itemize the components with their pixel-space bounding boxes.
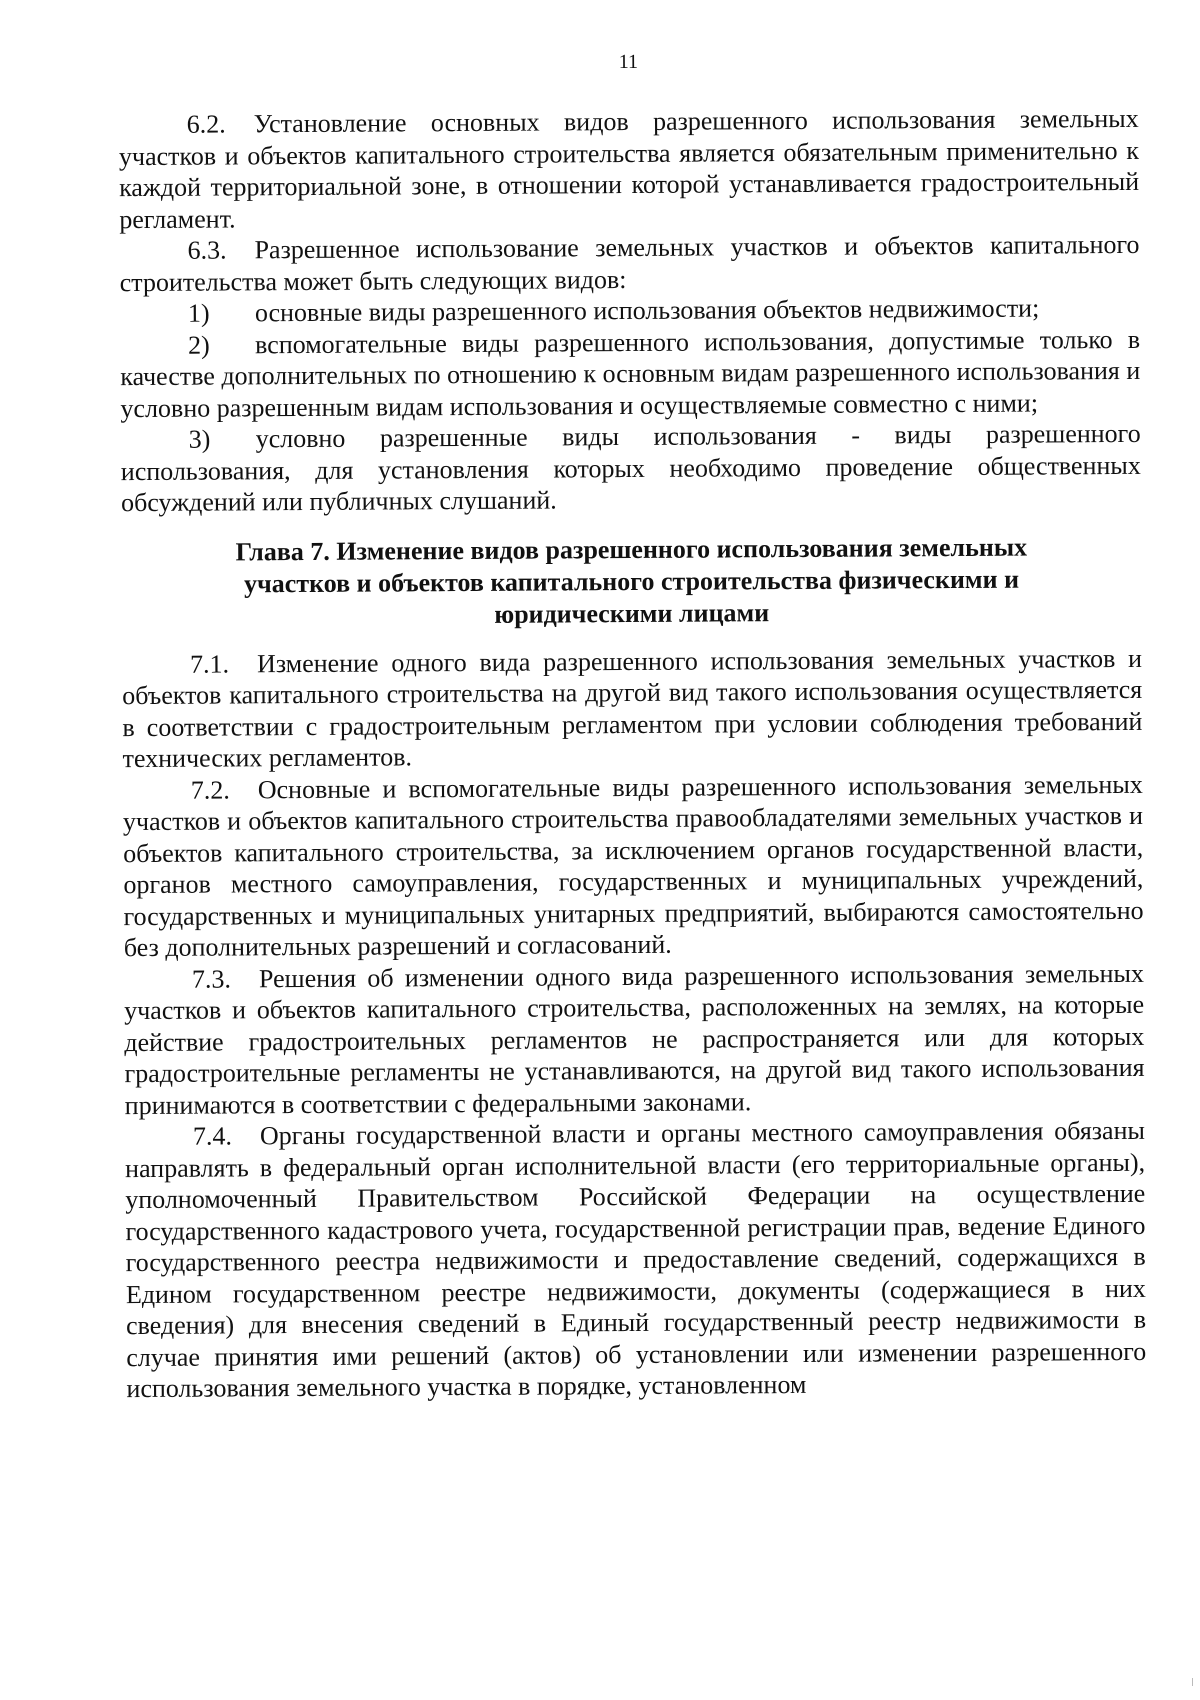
paragraph-text: Разрешенное использование земельных участков и объектов капитального строительства может быть следующих видов: xyxy=(119,229,1140,297)
paragraph-number: 6.2. xyxy=(186,109,226,139)
paragraph-7-2 xyxy=(123,768,1144,963)
paragraph-7-4 xyxy=(125,1115,1147,1405)
list-number: 1) xyxy=(187,298,210,328)
paragraph-number: 7.4. xyxy=(192,1121,233,1151)
list-number: 2) xyxy=(188,330,210,360)
paragraph-6-2 xyxy=(119,103,1140,235)
paragraph-number: 7.2. xyxy=(190,774,230,805)
scan-mark xyxy=(1192,1678,1193,1686)
list-number: 3) xyxy=(188,424,211,454)
paragraph-number: 7.1. xyxy=(189,648,230,679)
list-item-2 xyxy=(120,323,1141,424)
paragraph-text: Решения об изменении одного вида разрешенного использования земельных участков и объектов капитального строительства, расположенных на землях, на которые действие градостроительных регламентов не распространяется или для которых градостроительные регламенты не устанавливаются, на другой вид такого использования принимаются в соответствии с федеральными законами. xyxy=(124,958,1145,1120)
list-item-3 xyxy=(121,418,1142,519)
chapter-heading: Глава 7. Изменение видов разрешенного использования земельных участков и объектов капитального строительства физическими и юридическими лицами xyxy=(235,532,1028,629)
paragraph-text: Органы государственной власти и органы местного самоуправления обязаны направлять в федеральный орган исполнительной власти (его территориальные органы), уполномоченный Правительством Российской Федерации на осуществление государственного кадастрового учета, государственной регистрации прав, ведение Единого государственного реестра недвижимости и предоставление сведений, содержащихся в Едином государственном реестре недвижимости, документы (содержащиеся в них сведения) для внесения сведений в Единый государственный реестр недвижимости в случае принятия ими решений (актов) об установлении или изменении разрешенного использования земельного участка в порядке, установленном xyxy=(125,1115,1147,1404)
list-item-text: основные виды разрешенного использования объектов недвижимости; xyxy=(254,293,1040,328)
document-body xyxy=(119,103,1147,1405)
paragraph-text: Основные и вспомогательные виды разрешенного использования земельных участков и объектов капитального строительства правообладателями земельных участков и объектов капитального строительства, за исключением органов государственной власти, органов местного самоуправления, государственных и муниципальных учреждений, государственных и муниципальных унитарных предприятий, выбираются самостоятельно без дополнительных разрешений и согласований. xyxy=(122,769,1144,963)
paragraph-number: 6.3. xyxy=(187,235,227,265)
paragraph-6-3 xyxy=(119,229,1139,298)
paragraph-7-1 xyxy=(122,642,1143,774)
paragraph-text: Изменение одного вида разрешенного использования земельных участков и объектов капитального строительства на другой вид такого использования осуществляется в соответствии с градостроительным регламентом при условии соблюдения требований технических регламентов. xyxy=(122,643,1143,774)
list-item-text: вспомогательные виды разрешенного использования, допустимые только в качестве дополнительных по отношению к основным видам разрешенного использования и условно разрешенным видам использования и осуществляемые совместно с ними; xyxy=(120,324,1141,423)
paragraph-number: 7.3. xyxy=(191,963,232,994)
page-number: 11 xyxy=(618,50,639,74)
paragraph-text: Установление основных видов разрешенного использования земельных участков и объектов капитального строительства является обязательным применительно к каждой территориальной зоне, в отношении которой устанавливается градостроительный регламент. xyxy=(118,103,1140,234)
paragraph-7-3 xyxy=(124,957,1145,1121)
list-item-text: условно разрешенные виды использования - виды разрешенного использования, для установления которых необходимо проведение общественных обсуждений или публичных слушаний. xyxy=(120,418,1141,518)
document-page xyxy=(118,0,1148,1700)
